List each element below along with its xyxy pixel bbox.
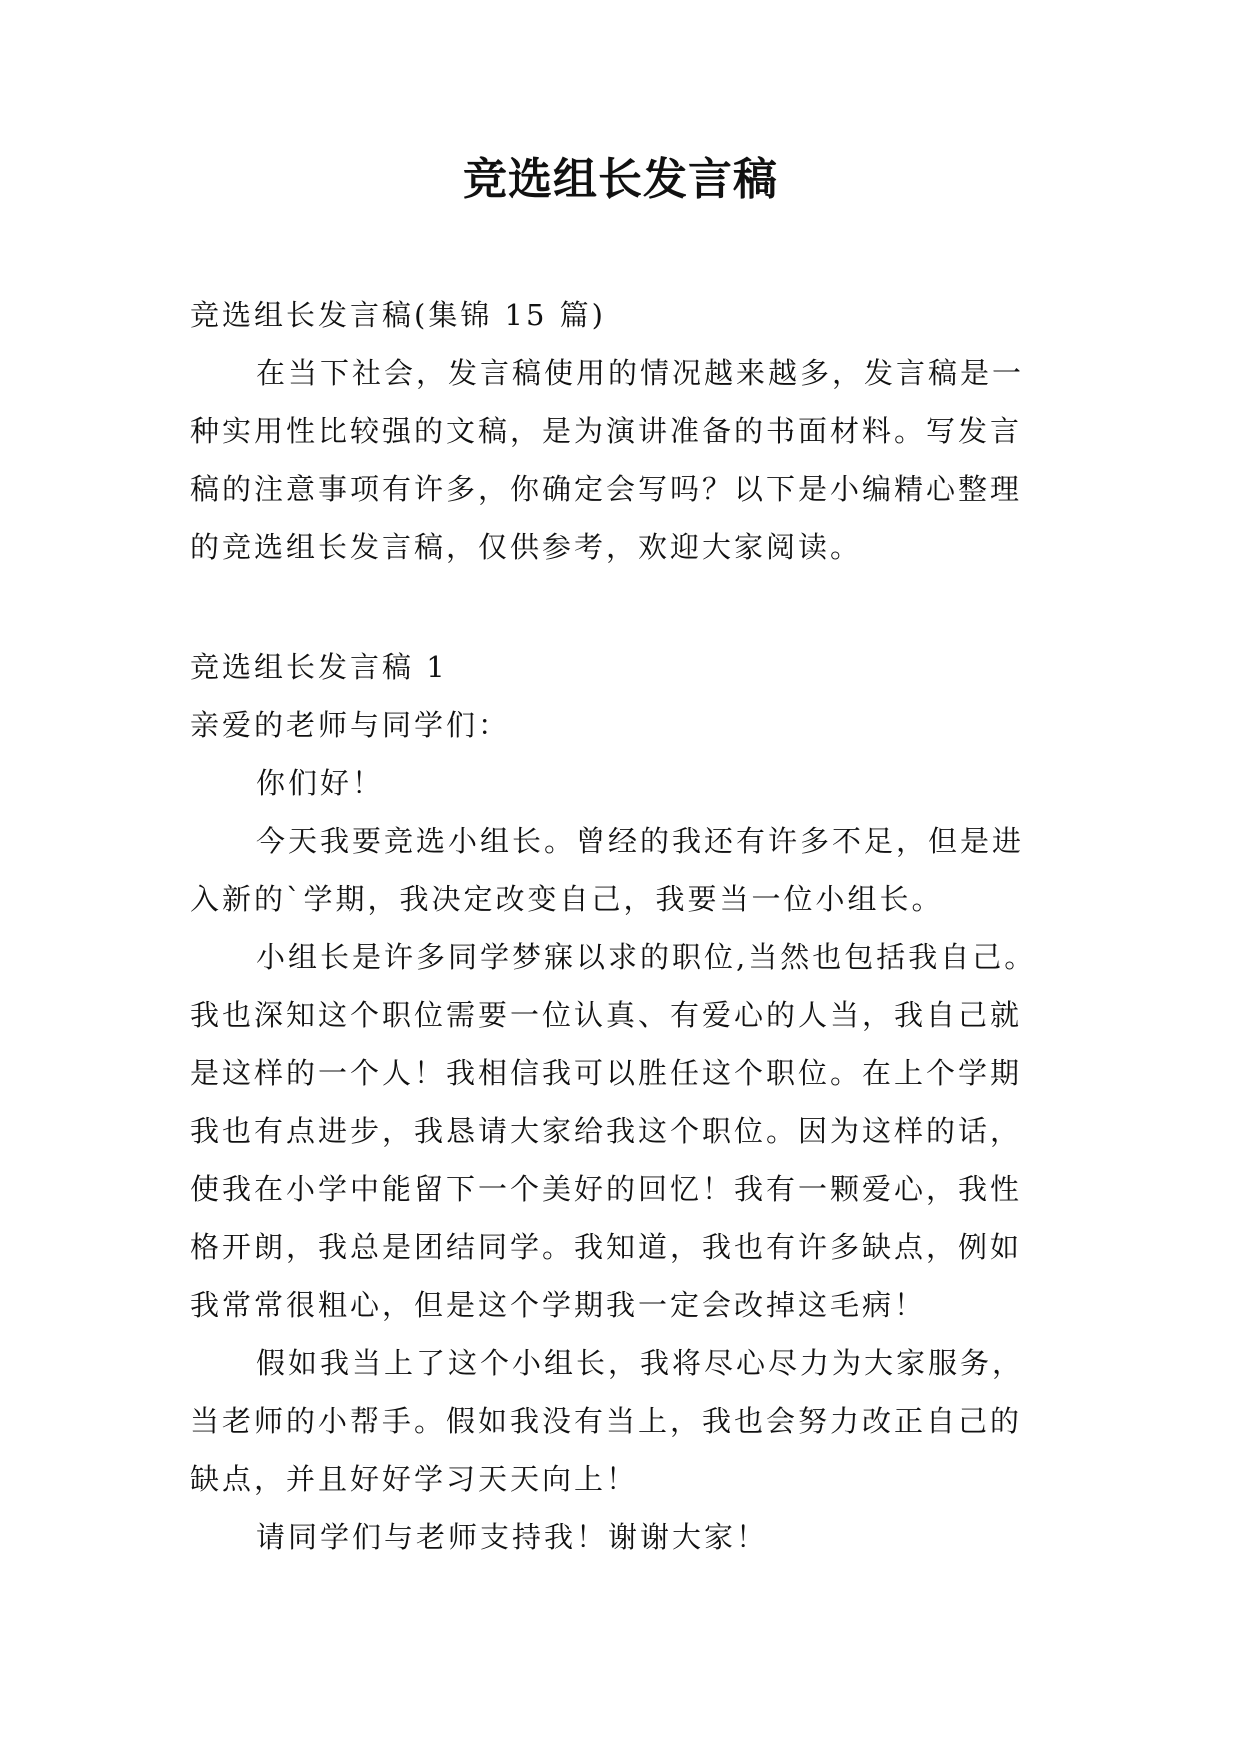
- paragraph-2-line: 我也有点进步，我恳请大家给我这个职位。因为这样的话，: [190, 1114, 1023, 1148]
- paragraph-2-line: 是这样的一个人！我相信我可以胜任这个职位。在上个学期: [190, 1056, 1023, 1090]
- intro-line: 的竞选组长发言稿，仅供参考，欢迎大家阅读。: [190, 530, 863, 564]
- paragraph-3-line: 假如我当上了这个小组长，我将尽心尽力为大家服务，: [256, 1346, 1025, 1380]
- document-title: 竞选组长发言稿: [463, 154, 778, 205]
- paragraph-3-line: 当老师的小帮手。假如我没有当上，我也会努力改正自己的: [190, 1404, 1023, 1438]
- paragraph-2-line: 我也深知这个职位需要一位认真、有爱心的人当，我自己就: [190, 998, 1023, 1032]
- paragraph-2-line: 格开朗，我总是团结同学。我知道，我也有许多缺点，例如: [190, 1230, 1023, 1264]
- closing-line: 请同学们与老师支持我！谢谢大家！: [256, 1520, 769, 1554]
- section-heading: 竞选组长发言稿 1: [190, 650, 448, 684]
- paragraph-2-line: 我常常很粗心，但是这个学期我一定会改掉这毛病！: [190, 1288, 927, 1322]
- salutation: 亲爱的老师与同学们：: [190, 708, 511, 742]
- document-subtitle: 竞选组长发言稿(集锦 15 篇): [190, 298, 606, 332]
- paragraph-3-line: 缺点，并且好好学习天天向上！: [190, 1462, 639, 1496]
- intro-line: 种实用性比较强的文稿，是为演讲准备的书面材料。写发言: [190, 414, 1023, 448]
- paragraph-1-line: 入新的`学期，我决定改变自己，我要当一位小组长。: [190, 882, 944, 916]
- intro-line: 稿的注意事项有许多，你确定会写吗？以下是小编精心整理: [190, 472, 1023, 506]
- intro-line: 在当下社会，发言稿使用的情况越来越多，发言稿是一: [256, 356, 1025, 390]
- paragraph-1-line: 今天我要竞选小组长。曾经的我还有许多不足，但是进: [256, 824, 1025, 858]
- paragraph-2-line: 小组长是许多同学梦寐以求的职位,当然也包括我自己。: [256, 940, 1037, 974]
- paragraph-2-line: 使我在小学中能留下一个美好的回忆！我有一颗爱心，我性: [190, 1172, 1023, 1206]
- greeting: 你们好！: [256, 766, 385, 800]
- speech-section: [190, 638, 1050, 1566]
- intro-section: [190, 286, 1050, 576]
